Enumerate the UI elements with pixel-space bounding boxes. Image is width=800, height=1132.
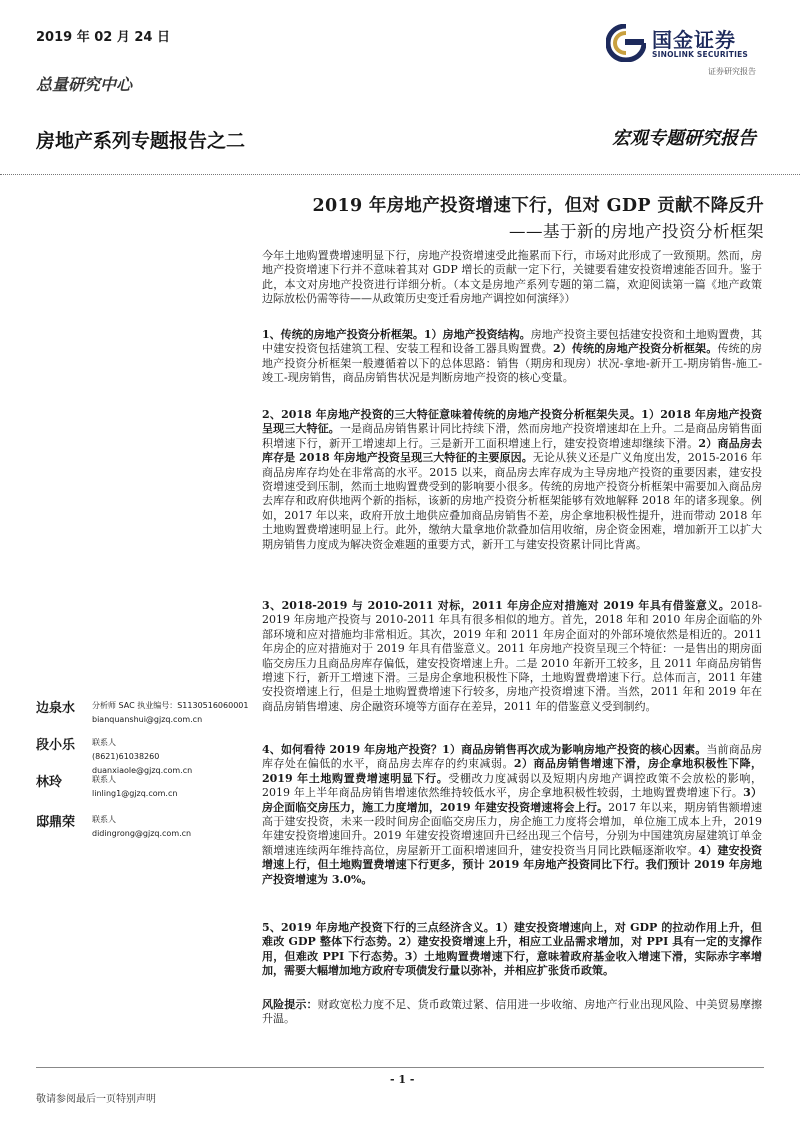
- contact-name: 邸鼎荣: [36, 815, 76, 830]
- section-1-text-b: 传统的房地产投资分析框架一般遵循着以下的总体思路：销售（期房和现房）状况-拿地-新开工-期房销售-施工-竣工-现房销售，商品房销售状况是判断房地产投资的核心变量。: [262, 342, 763, 385]
- analyst-role: 分析师 SAC 执业编号：S1130516060001: [92, 701, 249, 710]
- contact-role: 联系人: [92, 738, 116, 747]
- section-1-text-a: 房地产投资主要包括建安投资和土地购置费，其中建安投资包括建筑工程、安装工程和设备工器具购置费。: [262, 328, 763, 356]
- section-3-heading: 3、2018-2019 与 2010-2011 对标，2011 年房企应对措施对 2019 年具有借鉴意义。: [262, 599, 731, 612]
- risk-warning-paragraph: [262, 998, 762, 1027]
- section-4-heading: 4、如何看待 2019 年房地产投资？1）商品房销售再次成为影响房地产投资的核心因素。: [262, 743, 707, 756]
- contact-name: 林玲: [36, 775, 63, 790]
- section-2-text-a: 一是商品房销售累计同比持续下滑，然而房地产投资增速却在上升。二是商品房销售面积增速下行，新开工增速却上行。三是新开工面积增速上行，建安投资增速却继续下滑。: [262, 422, 762, 450]
- section-4-subheading-3: 3）房企面临交房压力，施工力度增加，2019 年建安投资增速将会上行。: [262, 786, 762, 814]
- contact-email: linling1@gjzq.com.cn: [92, 789, 178, 798]
- contact-meta: [92, 813, 191, 841]
- section-3-paragraph: [262, 599, 762, 714]
- section-4-paragraph: [262, 743, 762, 887]
- contact-email: didingrong@gjzq.com.cn: [92, 829, 192, 838]
- section-1-paragraph: [262, 328, 762, 386]
- contact-meta: [92, 773, 177, 801]
- department-name: 总量研究中心: [36, 75, 133, 94]
- section-1-subheading: 2）传统的房地产投资分析框架。: [552, 342, 718, 356]
- report-type: 宏观专题研究报告: [612, 128, 756, 149]
- section-4-text-c: 2017 年以来，期房销售额增速高于建安投资，未来一段时间房企面临交房压力，房企施工力度将会增加，单位施工成本上升，2019 年建安投资增速回升。2019 年建安投资增速回升已经出现三个信号，分别为中国建筑房屋建筑订单金额增速连续两年维持高位，房屋新开工面积增速回升，建安投资当月同比跌幅逐渐收窄。: [262, 800, 762, 857]
- risk-warning-text: 财政宽松力度不足、货币政策过紧、信用进一步收缩、房地产行业出现风险、中美贸易摩擦升温。: [262, 998, 763, 1026]
- intro-paragraph: 今年土地购置费增速明显下行，房地产投资增速受此拖累而下行，市场对此形成了一致预期。然而，房地产投资增速下行并不意味着其对 GDP 增长的贡献一定下行，关键要看建安投资增速能否回升。鉴于此，本文对房地产投资进行详细分析。（本文是房地产系列专题的第二篇，欢迎阅读第一篇《地产政策边际放松仍需等待——从政策历史变迁看房地产调控如何演绎》）: [262, 249, 762, 306]
- logo-chinese-name: 国金证券: [652, 28, 736, 52]
- footer-divider: [36, 1067, 764, 1068]
- section-4-subheading-2: 2）商品房销售增速下滑，房企拿地积极性下降，2019 年土地购置费增速明显下行。: [262, 757, 763, 785]
- section-2-paragraph: [262, 408, 762, 552]
- logo-english-name: SINOLINK SECURITIES: [652, 50, 749, 59]
- analyst-email: bianquanshui@gjzq.com.cn: [92, 715, 203, 724]
- report-title: 2019 年房地产投资增速下行，但对 GDP 贡献不降反升: [312, 196, 764, 216]
- section-4-text-b: 受棚改力度减弱以及短期内房地产调控政策不会放松的影响，2019 年上半年商品房销售增速依然维持较低水平，房企拿地积极性较弱，土地购置费增速下行。: [262, 771, 762, 800]
- contact-role: 联系人: [92, 815, 116, 824]
- analyst-meta: [92, 699, 248, 727]
- section-2-heading: 2、2018 年房地产投资的三大特征意味着传统的房地产投资分析框架失灵。1）2018 年房地产投资呈现三大特征。: [262, 408, 762, 436]
- sinolink-logo-icon: [606, 24, 646, 62]
- contact-name: 段小乐: [36, 738, 76, 753]
- section-5-heading: 5、2019 年房地产投资下行的三点经济含义。1）建安投资增速向上，对 GDP 的拉动作用上升，但难改 GDP 整体下行态势。2）建安投资增速上升，相应工业品需求增加，对 PPI 具有一定的支撑作用，但难改 PPI 下行态势。3）土地购置费增速下行，意味着政府基金收入增速下滑，实际赤字率增加，需要大幅增加地方政府专项债发行量以弥补，并相应扩张货币政策。: [262, 921, 762, 978]
- header-divider: [0, 174, 800, 175]
- contact-role: 联系人: [92, 775, 116, 784]
- section-4-subheading-4: 4）建安投资增速上行，但土地购置费增速下行更多，预计 2019 年房地产投资同比下行。我们预计 2019 年房地产投资增速为 3.0%。: [262, 843, 763, 886]
- section-3-text: 2018-2019 年房地产投资与 2010-2011 年具有很多相似的地方。首先，2018 年和 2010 年房企面临的外部环境和应对措施均非常相近。其次，2019 年和 2011 年房企面对的外部环境依然是相近的。2011 年房企的应对措施对于 2019 年具有借鉴意义。2011 年房地产投资呈现三个特征：一是售出的期房面临交房压力且商品房库存偏低，建安投资增速上升。二是 2010 年新开工较多，且 2011 年商品房销售增速下行，新开工增速下滑。三是房企拿地积极性下降，土地购置费增速下行。总体而言，2011 年建安投资增速上行，但是土地购置费增速下行较多，房地产投资增速下滑。当然，2011 年和 2019 年在商品房销售增速、房企融资环境等方面存在差异，2011 年的借鉴意义受到制约。: [262, 599, 762, 713]
- section-2-subheading: 2）商品房去库存是 2018 年房地产投资呈现三大特征的主要原因。: [262, 436, 763, 465]
- series-title: 房地产系列专题报告之二: [36, 130, 246, 152]
- contact-email: duanxiaole@gjzq.com.cn: [92, 766, 193, 775]
- analyst-name: 边泉水: [36, 701, 76, 716]
- disclaimer-note: 敬请参阅最后一页特别声明: [36, 1094, 156, 1105]
- section-2-text-b: 无论从狭义还是广义角度出发，2015-2016 年商品房库存均处在非常高的水平。2015 以来，商品房去库存成为主导房地产投资的重要因素，建安投资增速受到压制，然而土地购置费受到的影响要小很多。传统的房地产投资分析框架中需要加入商品房去库存和政府供地两个新的指标，该新的房地产投资分析框架能够有效地解释 2018 年的诸多现象。例如，2017 年以来，政府开放土地供应叠加商品房销售不差，房企拿地积极性提升，进而带动 2018 年土地购置费增速明显上行。此外，缴纳大量拿地价款叠加信用收缩，房企资金困难，增加新开工以扩大期房销售力度成为解决资金难题的重要方式，新开工与建安投资累计同比背离。: [262, 451, 762, 551]
- report-subtitle: ——基于新的房地产投资分析框架: [509, 222, 764, 241]
- page-number: - 1 -: [390, 1073, 415, 1086]
- contact-phone: (8621)61038260: [92, 752, 160, 761]
- contact-meta: [92, 736, 192, 778]
- section-5-paragraph: [262, 921, 762, 979]
- section-4-text-a: 当前商品房库存处在偏低的水平，商品房去库存的约束减弱。: [262, 743, 762, 771]
- logo-subtitle: 证券研究报告: [708, 67, 756, 76]
- risk-warning-label: 风险提示：: [262, 998, 318, 1011]
- section-1-heading: 1、传统的房地产投资分析框架。1）房地产投资结构。: [262, 328, 531, 341]
- sinolink-logo: [606, 22, 766, 68]
- report-date: 2019 年 02 月 24 日: [36, 30, 170, 45]
